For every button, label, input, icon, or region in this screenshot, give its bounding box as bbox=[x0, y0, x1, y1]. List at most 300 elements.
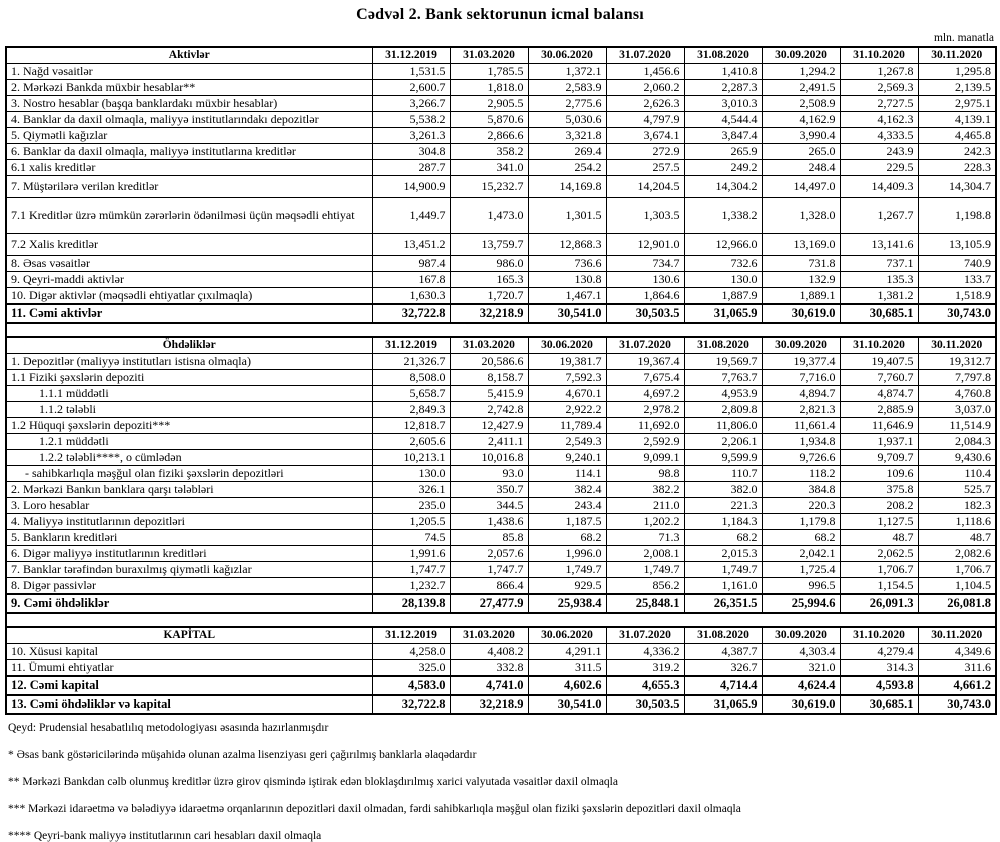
row-label: 5. Bankların kreditləri bbox=[6, 530, 372, 546]
cell-value: 2,583.9 bbox=[528, 80, 606, 96]
cell-value: 132.9 bbox=[762, 272, 840, 288]
cell-value: 1,991.6 bbox=[372, 546, 450, 562]
table-row bbox=[6, 676, 996, 695]
cell-value: 130.8 bbox=[528, 272, 606, 288]
cell-value: 9,430.6 bbox=[918, 450, 996, 466]
row-label: 2. Mərkəzi Bankın banklara qarşı tələbləri bbox=[6, 482, 372, 498]
cell-value: 109.6 bbox=[840, 466, 918, 482]
cell-value: 4,697.2 bbox=[606, 386, 684, 402]
cell-value: 14,304.7 bbox=[918, 176, 996, 198]
cell-value: 3,010.3 bbox=[684, 96, 762, 112]
section-spacer bbox=[6, 613, 996, 627]
table-row bbox=[6, 64, 996, 80]
footnote: **** Qeyri-bank maliyyə institutlarının cari hesabları daxil olmaqla bbox=[8, 830, 322, 842]
cell-value: 19,381.7 bbox=[528, 354, 606, 370]
cell-value: 2,626.3 bbox=[606, 96, 684, 112]
cell-value: 2,491.5 bbox=[762, 80, 840, 96]
cell-value: 19,569.7 bbox=[684, 354, 762, 370]
cell-value: 14,304.2 bbox=[684, 176, 762, 198]
cell-value: 14,900.9 bbox=[372, 176, 450, 198]
cell-value: 525.7 bbox=[918, 482, 996, 498]
cell-value: 68.2 bbox=[684, 530, 762, 546]
cell-value: 13,141.6 bbox=[840, 234, 918, 256]
row-label: 4. Banklar da daxil olmaqla, maliyyə institutlarındakı depozitlər bbox=[6, 112, 372, 128]
table-row bbox=[6, 288, 996, 305]
row-label: 3. Loro hesablar bbox=[6, 498, 372, 514]
cell-value: 4,544.4 bbox=[684, 112, 762, 128]
row-label: 7. Müştərilərə verilən kreditlər bbox=[6, 176, 372, 198]
cell-value: 25,848.1 bbox=[606, 594, 684, 613]
cell-value: 14,204.5 bbox=[606, 176, 684, 198]
cell-value: 1,202.2 bbox=[606, 514, 684, 530]
cell-value: 2,411.1 bbox=[450, 434, 528, 450]
cell-value: 384.8 bbox=[762, 482, 840, 498]
cell-value: 30,685.1 bbox=[840, 695, 918, 714]
section-title: Öhdəliklər bbox=[6, 337, 372, 354]
cell-value: 734.7 bbox=[606, 256, 684, 272]
row-label: 3. Nostro hesablar (başqa banklardakı müxbir hesablar) bbox=[6, 96, 372, 112]
row-label: 13. Cəmi öhdəliklər və kapital bbox=[6, 695, 372, 714]
row-label: 6.1 xalis kreditlər bbox=[6, 160, 372, 176]
cell-value: 2,885.9 bbox=[840, 402, 918, 418]
row-label: 11. Cəmi aktivlər bbox=[6, 304, 372, 323]
cell-value: 2,600.7 bbox=[372, 80, 450, 96]
cell-value: 341.0 bbox=[450, 160, 528, 176]
cell-value: 4,655.3 bbox=[606, 676, 684, 695]
cell-value: 9,709.7 bbox=[840, 450, 918, 466]
cell-value: 4,336.2 bbox=[606, 644, 684, 660]
cell-value: 1,205.5 bbox=[372, 514, 450, 530]
cell-value: 11,661.4 bbox=[762, 418, 840, 434]
cell-value: 5,870.6 bbox=[450, 112, 528, 128]
table-row bbox=[6, 354, 996, 370]
cell-value: 2,008.1 bbox=[606, 546, 684, 562]
row-label: 1. Depozitlər (maliyyə institutları istisna olmaqla) bbox=[6, 354, 372, 370]
table-row bbox=[6, 402, 996, 418]
cell-value: 4,670.1 bbox=[528, 386, 606, 402]
cell-value: 1,187.5 bbox=[528, 514, 606, 530]
cell-value: 7,763.7 bbox=[684, 370, 762, 386]
footnote: Qeyd: Prudensial hesabatlılıq metodologiyası əsasında hazırlanmışdır bbox=[8, 722, 329, 734]
cell-value: 2,905.5 bbox=[450, 96, 528, 112]
cell-value: 243.4 bbox=[528, 498, 606, 514]
table-row bbox=[6, 386, 996, 402]
cell-value: 235.0 bbox=[372, 498, 450, 514]
cell-value: 19,377.4 bbox=[762, 354, 840, 370]
cell-value: 382.2 bbox=[606, 482, 684, 498]
cell-value: 118.2 bbox=[762, 466, 840, 482]
table-row bbox=[6, 482, 996, 498]
cell-value: 19,407.5 bbox=[840, 354, 918, 370]
cell-value: 332.8 bbox=[450, 660, 528, 677]
cell-value: 3,037.0 bbox=[918, 402, 996, 418]
cell-value: 229.5 bbox=[840, 160, 918, 176]
cell-value: 98.8 bbox=[606, 466, 684, 482]
cell-value: 319.2 bbox=[606, 660, 684, 677]
column-header-date: 31.12.2019 bbox=[372, 627, 450, 644]
cell-value: 30,743.0 bbox=[918, 695, 996, 714]
table-row bbox=[6, 562, 996, 578]
cell-value: 1,104.5 bbox=[918, 578, 996, 595]
row-label: 2. Mərkəzi Bankda müxbir hesablar** bbox=[6, 80, 372, 96]
cell-value: 32,722.8 bbox=[372, 695, 450, 714]
cell-value: 4,291.1 bbox=[528, 644, 606, 660]
cell-value: 1,294.2 bbox=[762, 64, 840, 80]
cell-value: 3,847.4 bbox=[684, 128, 762, 144]
cell-value: 48.7 bbox=[840, 530, 918, 546]
cell-value: 3,990.4 bbox=[762, 128, 840, 144]
cell-value: 996.5 bbox=[762, 578, 840, 595]
cell-value: 32,218.9 bbox=[450, 695, 528, 714]
cell-value: 14,497.0 bbox=[762, 176, 840, 198]
cell-value: 130.0 bbox=[372, 466, 450, 482]
cell-value: 32,722.8 bbox=[372, 304, 450, 323]
cell-value: 265.0 bbox=[762, 144, 840, 160]
cell-value: 4,593.8 bbox=[840, 676, 918, 695]
cell-value: 19,312.7 bbox=[918, 354, 996, 370]
cell-value: 4,602.6 bbox=[528, 676, 606, 695]
cell-value: 133.7 bbox=[918, 272, 996, 288]
row-label: 4. Maliyyə institutlarının depozitləri bbox=[6, 514, 372, 530]
cell-value: 2,821.3 bbox=[762, 402, 840, 418]
cell-value: 304.8 bbox=[372, 144, 450, 160]
cell-value: 48.7 bbox=[918, 530, 996, 546]
cell-value: 14,409.3 bbox=[840, 176, 918, 198]
cell-value: 93.0 bbox=[450, 466, 528, 482]
cell-value: 9,240.1 bbox=[528, 450, 606, 466]
table-row bbox=[6, 256, 996, 272]
row-label: 1.2 Hüquqi şəxslərin depoziti*** bbox=[6, 418, 372, 434]
cell-value: 2,849.3 bbox=[372, 402, 450, 418]
table-row bbox=[6, 234, 996, 256]
cell-value: 1,449.7 bbox=[372, 198, 450, 234]
cell-value: 4,408.2 bbox=[450, 644, 528, 660]
column-header-date: 30.11.2020 bbox=[918, 337, 996, 354]
cell-value: 4,303.4 bbox=[762, 644, 840, 660]
row-label: 10. Digər aktivlər (məqsədli ehtiyatlar çıxılmaqla) bbox=[6, 288, 372, 305]
cell-value: 5,415.9 bbox=[450, 386, 528, 402]
cell-value: 68.2 bbox=[528, 530, 606, 546]
row-label: 6. Banklar da daxil olmaqla, maliyyə institutlarına kreditlər bbox=[6, 144, 372, 160]
table-row bbox=[6, 160, 996, 176]
cell-value: 167.8 bbox=[372, 272, 450, 288]
cell-value: 30,743.0 bbox=[918, 304, 996, 323]
cell-value: 3,261.3 bbox=[372, 128, 450, 144]
column-header-date: 30.09.2020 bbox=[762, 47, 840, 64]
cell-value: 220.3 bbox=[762, 498, 840, 514]
row-label: 1.1.2 tələbli bbox=[6, 402, 372, 418]
cell-value: 3,266.7 bbox=[372, 96, 450, 112]
cell-value: 1,232.7 bbox=[372, 578, 450, 595]
cell-value: 4,624.4 bbox=[762, 676, 840, 695]
cell-value: 2,592.9 bbox=[606, 434, 684, 450]
cell-value: 4,760.8 bbox=[918, 386, 996, 402]
cell-value: 2,015.3 bbox=[684, 546, 762, 562]
cell-value: 211.0 bbox=[606, 498, 684, 514]
cell-value: 737.1 bbox=[840, 256, 918, 272]
cell-value: 2,727.5 bbox=[840, 96, 918, 112]
section-header-row bbox=[6, 337, 996, 354]
column-header-date: 30.11.2020 bbox=[918, 627, 996, 644]
table-row bbox=[6, 198, 996, 234]
cell-value: 4,349.6 bbox=[918, 644, 996, 660]
cell-value: 1,267.8 bbox=[840, 64, 918, 80]
cell-value: 326.7 bbox=[684, 660, 762, 677]
cell-value: 1,996.0 bbox=[528, 546, 606, 562]
cell-value: 2,978.2 bbox=[606, 402, 684, 418]
cell-value: 74.5 bbox=[372, 530, 450, 546]
cell-value: 110.7 bbox=[684, 466, 762, 482]
cell-value: 28,139.8 bbox=[372, 594, 450, 613]
cell-value: 32,218.9 bbox=[450, 304, 528, 323]
cell-value: 1,531.5 bbox=[372, 64, 450, 80]
cell-value: 311.5 bbox=[528, 660, 606, 677]
cell-value: 114.1 bbox=[528, 466, 606, 482]
cell-value: 249.2 bbox=[684, 160, 762, 176]
cell-value: 1,749.7 bbox=[606, 562, 684, 578]
cell-value: 4,465.8 bbox=[918, 128, 996, 144]
unit-note: mln. manatla bbox=[933, 32, 994, 44]
row-label: 1.2.1 müddətli bbox=[6, 434, 372, 450]
cell-value: 21,326.7 bbox=[372, 354, 450, 370]
cell-value: 1,725.4 bbox=[762, 562, 840, 578]
cell-value: 311.6 bbox=[918, 660, 996, 677]
row-label: 7. Banklar tərəfindən buraxılmış qiymətli kağızlar bbox=[6, 562, 372, 578]
cell-value: 1,410.8 bbox=[684, 64, 762, 80]
row-label: 1.1.1 müddətli bbox=[6, 386, 372, 402]
cell-value: 1,381.2 bbox=[840, 288, 918, 305]
cell-value: 7,716.0 bbox=[762, 370, 840, 386]
cell-value: 2,139.5 bbox=[918, 80, 996, 96]
footnotes-block bbox=[5, 722, 995, 842]
column-header-date: 31.12.2019 bbox=[372, 337, 450, 354]
footnote: ** Mərkəzi Bankdan cəlb olunmuş kreditlər üzrə girov qismində iştirak edən bloklaşdırılmış xarici valyutada vəsaitlər daxil olmaqla bbox=[8, 776, 618, 788]
row-label: 6. Digər maliyyə institutlarının kreditləri bbox=[6, 546, 372, 562]
table-row bbox=[6, 80, 996, 96]
cell-value: 1,338.2 bbox=[684, 198, 762, 234]
cell-value: 1,198.8 bbox=[918, 198, 996, 234]
column-header-date: 31.10.2020 bbox=[840, 47, 918, 64]
row-label: 1.1 Fiziki şəxslərin depoziti bbox=[6, 370, 372, 386]
cell-value: 9,599.9 bbox=[684, 450, 762, 466]
cell-value: 326.1 bbox=[372, 482, 450, 498]
cell-value: 30,685.1 bbox=[840, 304, 918, 323]
table-row bbox=[6, 112, 996, 128]
cell-value: 30,503.5 bbox=[606, 695, 684, 714]
row-label: 1.2.2 tələbli****, o cümlədən bbox=[6, 450, 372, 466]
cell-value: 2,060.2 bbox=[606, 80, 684, 96]
cell-value: 4,797.9 bbox=[606, 112, 684, 128]
cell-value: 7,760.7 bbox=[840, 370, 918, 386]
table-row bbox=[6, 128, 996, 144]
row-label: 5. Qiymətli kağızlar bbox=[6, 128, 372, 144]
cell-value: 1,473.0 bbox=[450, 198, 528, 234]
cell-value: 2,082.6 bbox=[918, 546, 996, 562]
cell-value: 30,619.0 bbox=[762, 304, 840, 323]
cell-value: 321.0 bbox=[762, 660, 840, 677]
cell-value: 9,726.6 bbox=[762, 450, 840, 466]
cell-value: 1,934.8 bbox=[762, 434, 840, 450]
cell-value: 740.9 bbox=[918, 256, 996, 272]
cell-value: 4,953.9 bbox=[684, 386, 762, 402]
column-header-date: 31.07.2020 bbox=[606, 627, 684, 644]
table-row bbox=[6, 434, 996, 450]
column-header-date: 31.10.2020 bbox=[840, 337, 918, 354]
row-label: 12. Cəmi kapital bbox=[6, 676, 372, 695]
cell-value: 12,868.3 bbox=[528, 234, 606, 256]
cell-value: 4,661.2 bbox=[918, 676, 996, 695]
cell-value: 4,741.0 bbox=[450, 676, 528, 695]
cell-value: 1,518.9 bbox=[918, 288, 996, 305]
row-label: 9. Cəmi öhdəliklər bbox=[6, 594, 372, 613]
cell-value: 2,775.6 bbox=[528, 96, 606, 112]
cell-value: 1,267.7 bbox=[840, 198, 918, 234]
cell-value: 1,747.7 bbox=[450, 562, 528, 578]
cell-value: 12,818.7 bbox=[372, 418, 450, 434]
column-header-date: 31.08.2020 bbox=[684, 337, 762, 354]
column-header-date: 30.06.2020 bbox=[528, 47, 606, 64]
section-title: KAPİTAL bbox=[6, 627, 372, 644]
cell-value: 2,549.3 bbox=[528, 434, 606, 450]
table-row bbox=[6, 578, 996, 595]
cell-value: 1,720.7 bbox=[450, 288, 528, 305]
cell-value: 736.6 bbox=[528, 256, 606, 272]
cell-value: 1,749.7 bbox=[528, 562, 606, 578]
cell-value: 4,583.0 bbox=[372, 676, 450, 695]
column-header-date: 31.12.2019 bbox=[372, 47, 450, 64]
cell-value: 1,864.6 bbox=[606, 288, 684, 305]
cell-value: 25,994.6 bbox=[762, 594, 840, 613]
cell-value: 1,161.0 bbox=[684, 578, 762, 595]
cell-value: 2,866.6 bbox=[450, 128, 528, 144]
cell-value: 2,084.3 bbox=[918, 434, 996, 450]
balance-sheet-table bbox=[5, 46, 997, 715]
cell-value: 11,514.9 bbox=[918, 418, 996, 434]
cell-value: 1,785.5 bbox=[450, 64, 528, 80]
cell-value: 71.3 bbox=[606, 530, 684, 546]
column-header-date: 30.09.2020 bbox=[762, 627, 840, 644]
cell-value: 30,541.0 bbox=[528, 695, 606, 714]
cell-value: 1,887.9 bbox=[684, 288, 762, 305]
cell-value: 7,675.4 bbox=[606, 370, 684, 386]
cell-value: 375.8 bbox=[840, 482, 918, 498]
table-row bbox=[6, 304, 996, 323]
cell-value: 987.4 bbox=[372, 256, 450, 272]
cell-value: 257.5 bbox=[606, 160, 684, 176]
cell-value: 2,569.3 bbox=[840, 80, 918, 96]
cell-value: 165.3 bbox=[450, 272, 528, 288]
cell-value: 30,503.5 bbox=[606, 304, 684, 323]
cell-value: 2,062.5 bbox=[840, 546, 918, 562]
cell-value: 1,127.5 bbox=[840, 514, 918, 530]
cell-value: 1,749.7 bbox=[684, 562, 762, 578]
table-row bbox=[6, 466, 996, 482]
cell-value: 866.4 bbox=[450, 578, 528, 595]
column-header-date: 31.10.2020 bbox=[840, 627, 918, 644]
cell-value: 130.6 bbox=[606, 272, 684, 288]
column-header-date: 30.11.2020 bbox=[918, 47, 996, 64]
table-row bbox=[6, 418, 996, 434]
section-header-row bbox=[6, 47, 996, 64]
cell-value: 1,154.5 bbox=[840, 578, 918, 595]
cell-value: 13,759.7 bbox=[450, 234, 528, 256]
cell-value: 19,367.4 bbox=[606, 354, 684, 370]
cell-value: 5,030.6 bbox=[528, 112, 606, 128]
cell-value: 31,065.9 bbox=[684, 695, 762, 714]
cell-value: 731.8 bbox=[762, 256, 840, 272]
cell-value: 15,232.7 bbox=[450, 176, 528, 198]
cell-value: 208.2 bbox=[840, 498, 918, 514]
cell-value: 12,966.0 bbox=[684, 234, 762, 256]
cell-value: 1,301.5 bbox=[528, 198, 606, 234]
table-row bbox=[6, 530, 996, 546]
column-header-date: 30.06.2020 bbox=[528, 337, 606, 354]
cell-value: 26,351.5 bbox=[684, 594, 762, 613]
cell-value: 287.7 bbox=[372, 160, 450, 176]
cell-value: 1,372.1 bbox=[528, 64, 606, 80]
cell-value: 1,184.3 bbox=[684, 514, 762, 530]
table-row bbox=[6, 498, 996, 514]
row-label: 10. Xüsusi kapital bbox=[6, 644, 372, 660]
column-header-date: 31.07.2020 bbox=[606, 47, 684, 64]
column-header-date: 30.06.2020 bbox=[528, 627, 606, 644]
column-header-date: 31.08.2020 bbox=[684, 47, 762, 64]
cell-value: 221.3 bbox=[684, 498, 762, 514]
cell-value: 8,508.0 bbox=[372, 370, 450, 386]
table-row bbox=[6, 546, 996, 562]
cell-value: 344.5 bbox=[450, 498, 528, 514]
cell-value: 9,099.1 bbox=[606, 450, 684, 466]
cell-value: 14,169.8 bbox=[528, 176, 606, 198]
section-spacer bbox=[6, 323, 996, 337]
cell-value: 182.3 bbox=[918, 498, 996, 514]
cell-value: 4,387.7 bbox=[684, 644, 762, 660]
cell-value: 4,874.7 bbox=[840, 386, 918, 402]
cell-value: 248.4 bbox=[762, 160, 840, 176]
cell-value: 1,303.5 bbox=[606, 198, 684, 234]
cell-value: 358.2 bbox=[450, 144, 528, 160]
cell-value: 242.3 bbox=[918, 144, 996, 160]
column-header-date: 31.08.2020 bbox=[684, 627, 762, 644]
cell-value: 31,065.9 bbox=[684, 304, 762, 323]
table-row bbox=[6, 176, 996, 198]
column-header-date: 31.03.2020 bbox=[450, 627, 528, 644]
cell-value: 85.8 bbox=[450, 530, 528, 546]
cell-value: 350.7 bbox=[450, 482, 528, 498]
table-row bbox=[6, 272, 996, 288]
cell-value: 13,169.0 bbox=[762, 234, 840, 256]
cell-value: 2,922.2 bbox=[528, 402, 606, 418]
cell-value: 10,016.8 bbox=[450, 450, 528, 466]
cell-value: 10,213.1 bbox=[372, 450, 450, 466]
cell-value: 1,937.1 bbox=[840, 434, 918, 450]
cell-value: 20,586.6 bbox=[450, 354, 528, 370]
cell-value: 11,692.0 bbox=[606, 418, 684, 434]
table-row bbox=[6, 660, 996, 677]
cell-value: 13,451.2 bbox=[372, 234, 450, 256]
table-row bbox=[6, 594, 996, 613]
cell-value: 382.0 bbox=[684, 482, 762, 498]
cell-value: 1,467.1 bbox=[528, 288, 606, 305]
row-label: 9. Qeyri-maddi aktivlər bbox=[6, 272, 372, 288]
cell-value: 856.2 bbox=[606, 578, 684, 595]
cell-value: 3,674.1 bbox=[606, 128, 684, 144]
cell-value: 2,206.1 bbox=[684, 434, 762, 450]
table-row bbox=[6, 450, 996, 466]
cell-value: 4,162.9 bbox=[762, 112, 840, 128]
cell-value: 130.0 bbox=[684, 272, 762, 288]
cell-value: 314.3 bbox=[840, 660, 918, 677]
